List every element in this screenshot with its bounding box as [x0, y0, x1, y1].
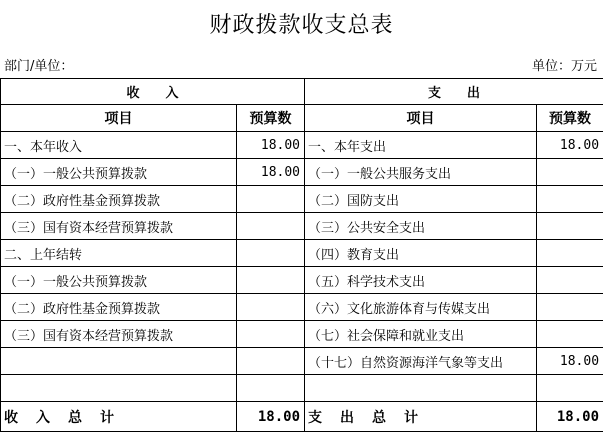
expense-item-cell: （五）科学技术支出	[305, 267, 537, 294]
expense-value-cell: 18.00	[537, 348, 603, 375]
expense-item-cell: 一、本年支出	[305, 132, 537, 159]
expense-item-header: 项目	[305, 105, 537, 132]
income-item-cell: 一、本年收入	[1, 132, 237, 159]
table-row	[1, 375, 603, 402]
total-row	[1, 402, 603, 432]
expense-value-cell	[537, 267, 603, 294]
table-row	[1, 213, 603, 240]
expense-value-cell	[537, 294, 603, 321]
expense-value-cell	[537, 186, 603, 213]
column-header-row	[1, 105, 603, 132]
expense-total-label: 支 出 总 计	[305, 402, 537, 432]
table-row	[1, 186, 603, 213]
income-value-cell	[237, 348, 305, 375]
income-item-cell: 二、上年结转	[1, 240, 237, 267]
income-item-cell: （二）政府性基金预算拨款	[1, 294, 237, 321]
expense-section-header: 支 出	[305, 79, 603, 105]
expense-value-cell: 18.00	[537, 132, 603, 159]
expense-item-cell: （十七）自然资源海洋气象等支出	[305, 348, 537, 375]
income-value-cell	[237, 213, 305, 240]
income-item-cell: （二）政府性基金预算拨款	[1, 186, 237, 213]
income-value-cell	[237, 240, 305, 267]
income-item-header: 项目	[1, 105, 237, 132]
income-budget-header: 预算数	[237, 105, 305, 132]
income-section-header: 收 入	[1, 79, 305, 105]
expense-value-cell	[537, 213, 603, 240]
income-item-cell	[1, 348, 237, 375]
budget-table	[0, 78, 603, 432]
expense-item-cell	[305, 375, 537, 402]
table-row	[1, 159, 603, 186]
income-value-cell	[237, 267, 305, 294]
income-total-value: 18.00	[237, 402, 305, 432]
table-row	[1, 348, 603, 375]
table-row	[1, 267, 603, 294]
income-value-cell	[237, 294, 305, 321]
department-label: 部门/单位：	[4, 59, 74, 74]
unit-label: 单位：万元	[531, 59, 597, 74]
income-value-cell	[237, 321, 305, 348]
income-total-label: 收 入 总 计	[1, 402, 237, 432]
expense-item-cell: （三）公共安全支出	[305, 213, 537, 240]
income-item-cell: （一）一般公共预算拨款	[1, 159, 237, 186]
expense-item-cell: （七）社会保障和就业支出	[305, 321, 537, 348]
income-item-cell: （三）国有资本经营预算拨款	[1, 321, 237, 348]
expense-value-cell	[537, 240, 603, 267]
income-value-cell: 18.00	[237, 159, 305, 186]
expense-budget-header: 预算数	[537, 105, 603, 132]
income-item-cell: （一）一般公共预算拨款	[1, 267, 237, 294]
expense-item-cell: （二）国防支出	[305, 186, 537, 213]
expense-total-value: 18.00	[537, 402, 603, 432]
income-value-cell	[237, 186, 305, 213]
table-row	[1, 132, 603, 159]
expense-item-cell: （四）教育支出	[305, 240, 537, 267]
expense-item-cell: （六）文化旅游体育与传媒支出	[305, 294, 537, 321]
expense-value-cell	[537, 321, 603, 348]
expense-item-cell: （一）一般公共服务支出	[305, 159, 537, 186]
income-value-cell	[237, 375, 305, 402]
income-item-cell	[1, 375, 237, 402]
table-row	[1, 321, 603, 348]
report-title: 财政拨款收支总表	[209, 13, 394, 38]
income-item-cell: （三）国有资本经营预算拨款	[1, 213, 237, 240]
table-row	[1, 240, 603, 267]
income-value-cell: 18.00	[237, 132, 305, 159]
expense-value-cell	[537, 159, 603, 186]
section-header-row	[1, 79, 603, 105]
expense-value-cell	[537, 375, 603, 402]
table-row	[1, 294, 603, 321]
